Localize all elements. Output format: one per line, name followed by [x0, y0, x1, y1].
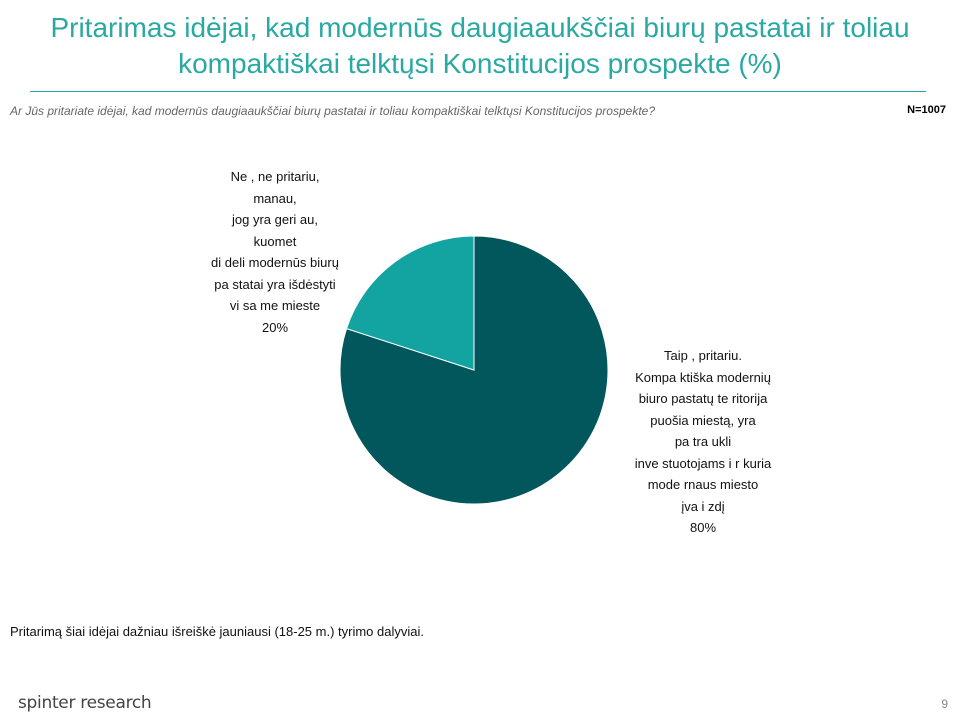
- slice-value-no: 20%: [261, 319, 289, 335]
- sample-size: N=1007: [907, 104, 946, 116]
- slice-label-yes: [618, 345, 788, 539]
- slice-label-no: [210, 166, 340, 338]
- footnote: Pritarimą šiai idėjai dažniau išreiškė jauniausi (18-25 m.) tyrimo dalyviai.: [10, 624, 424, 639]
- page-number: 9: [941, 697, 948, 711]
- brand-logo: spinter research: [18, 693, 152, 713]
- slice-label-no-text: Ne , ne pritariu, manau, jog yra geri au, kuomet di deli modernūs biurų pa statai yra išdėstyti vi sa me mieste: [211, 169, 339, 313]
- slice-value-yes: 80%: [689, 520, 717, 535]
- page-title: Pritarimas idėjai, kad modernūs daugiaaukščiai biurų pastatai ir toliau kompaktiškai telktųsi Konstitucijos prospekte (%): [50, 12, 910, 79]
- survey-question: Ar Jūs pritariate idėjai, kad modernūs daugiaaukščiai biurų pastatai ir toliau kompaktiškai telktųsi Konstitucijos prospekte?: [10, 104, 655, 118]
- slice-label-yes-text: Taip , pritariu. Kompa ktiška modernių biuro pastatų te ritorija puošia miestą, yra pa tra ukli inve stuotojams i r kuria mode rnaus miesto įva i zdį: [634, 348, 772, 514]
